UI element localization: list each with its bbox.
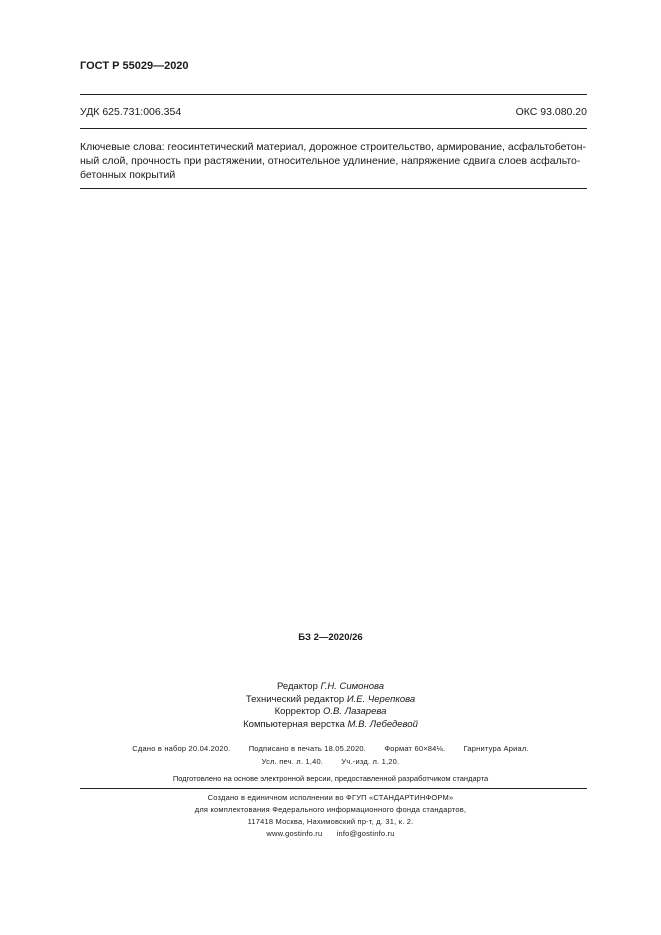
keywords-block xyxy=(80,140,588,182)
oks-code: ОКС 93.080.20 xyxy=(515,106,587,118)
print-info-line-1 xyxy=(0,744,661,753)
keywords-line: бетонных покрытий xyxy=(80,169,176,181)
submitted-date: Сдано в набор 20.04.2020. xyxy=(132,744,231,753)
header-divider xyxy=(80,94,587,95)
credit-name: М.В. Лебедевой xyxy=(347,718,418,730)
credit-role: Корректор xyxy=(274,706,321,717)
paper-format: Формат 60×84⅛. xyxy=(384,744,446,753)
standard-title: ГОСТ Р 55029—2020 xyxy=(80,60,189,72)
credit-role: Технический редактор xyxy=(245,693,345,705)
publisher-contacts xyxy=(0,828,661,840)
publishing-sheets: Уч.-изд. л. 1,20. xyxy=(341,757,400,766)
credit-editor xyxy=(0,681,661,694)
credits-block xyxy=(0,681,661,731)
udk-code: УДК 625.731:006.354 xyxy=(80,106,182,118)
signed-date: Подписано в печать 18.05.2020. xyxy=(248,744,367,753)
credit-name: О.В. Лазарева xyxy=(322,706,387,717)
publisher-divider xyxy=(80,788,587,789)
website-link[interactable]: www.gostinfo.ru xyxy=(266,829,323,838)
keywords-line: ный слой, прочность при растяжении, относительное удлинение, напряжение сдвига слоев асфальто- xyxy=(80,155,581,167)
credit-name: И.Е. Черепкова xyxy=(346,693,416,705)
credit-layout xyxy=(0,719,661,732)
print-info-line-2 xyxy=(0,757,661,766)
print-sheets: Усл. печ. л. 1,40. xyxy=(261,757,324,766)
credit-role: Компьютерная верстка xyxy=(243,718,345,730)
credit-name: Г.Н. Симонова xyxy=(320,681,385,692)
typeface: Гарнитура Ариал. xyxy=(463,744,529,753)
credit-proofreader xyxy=(0,706,661,719)
publisher-address: 117418 Москва, Нахимовский пр-т, д. 31, к. 2. xyxy=(247,817,414,826)
credit-tech-editor xyxy=(0,694,661,707)
bz-number: БЗ 2—2020/26 xyxy=(298,632,363,643)
publisher-block xyxy=(0,792,661,840)
credit-role: Редактор xyxy=(276,681,318,692)
classification-divider xyxy=(80,128,587,129)
publisher-line: для комплектования Федерального информационного фонда стандартов, xyxy=(194,805,467,814)
prepared-note: Подготовлено на основе электронной версии, предоставленной разработчиком стандарта xyxy=(172,774,489,783)
publisher-line: Создано в единичном исполнении во ФГУП «СТАНДАРТИНФОРМ» xyxy=(207,793,454,802)
email-link[interactable]: info@gostinfo.ru xyxy=(336,829,395,838)
keywords-divider xyxy=(80,188,587,189)
keywords-line: Ключевые слова: геосинтетический материал, дорожное строительство, армирование, асфальтобетон- xyxy=(80,141,586,153)
